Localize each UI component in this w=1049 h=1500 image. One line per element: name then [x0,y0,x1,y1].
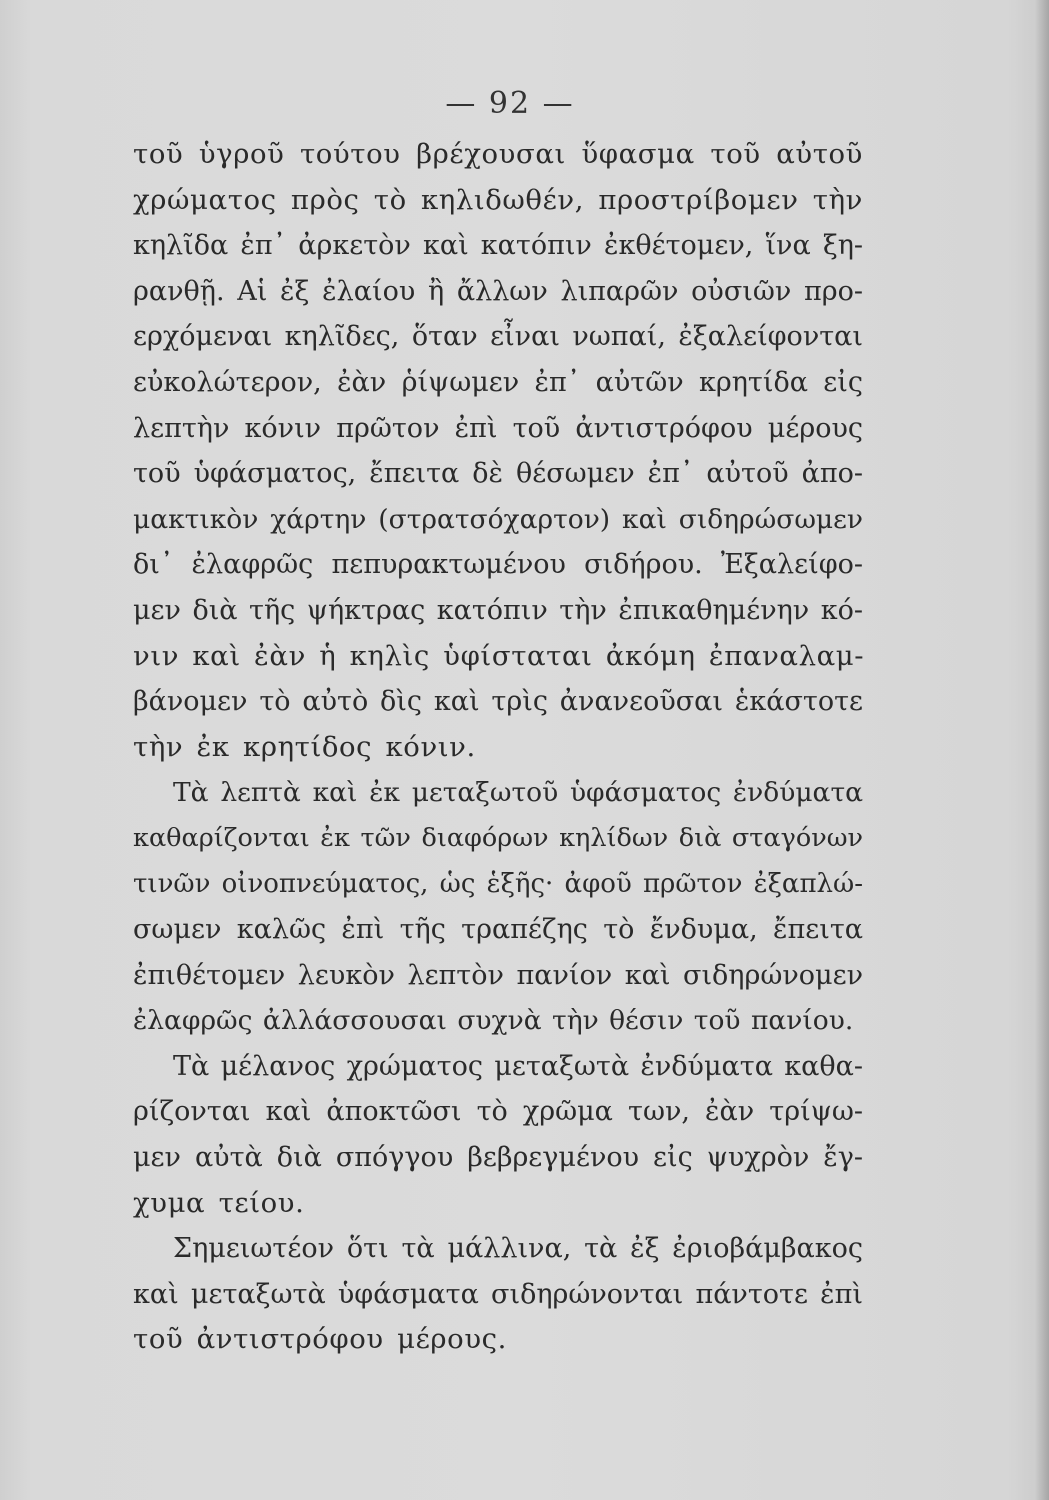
text-line: ἐλαφρῶς ἀλλάσσουσαι συχνὰ τὴν θέσιν τοῦ πανίου. [133,1005,854,1037]
text-line: μακτικὸν χάρτην (στρατσόχαρτον) καὶ σιδηρώσωμεν [133,503,863,535]
text-line: τοῦ ἀντιστρόφου μέρους. [133,1323,507,1356]
text-line: καθαρίζονται ἐκ τῶν διαφόρων κηλίδων διὰ σταγόνων [133,822,863,853]
page-number: — 92 — [445,86,575,121]
body-text [133,132,863,1363]
text-line: ἐπιθέτομεν λευκὸν λεπτὸν πανίον καὶ σιδηρώνομεν [133,959,863,991]
text-line: Σημειωτέον ὅτι τὰ μάλλινα, τὰ ἐξ ἐριοβάμβακος [173,1233,863,1265]
text-line: σωμεν καλῶς ἐπὶ τῆς τραπέζης τὸ ἔνδυμα, ἔπειτα [133,914,863,946]
text-line: Τὰ μέλανος χρώματος μεταξωτὰ ἐνδύματα καθα- [173,1050,863,1082]
text-line: κηλῖδα ἐπ᾽ ἀρκετὸν καὶ κατόπιν ἐκθέτομεν, ἵνα ξη- [133,230,863,262]
text-line: ρίζονται καὶ ἀποκτῶσι τὸ χρῶμα των, ἐὰν τρίψω- [133,1096,863,1128]
text-line: νιν καὶ ἐὰν ἡ κηλὶς ὑφίσταται ἀκόμη ἐπαναλαμ- [133,639,865,672]
text-line: μεν αὐτὰ διὰ σπόγγου βεβρεγμένου εἰς ψυχρὸν ἔγ- [133,1142,863,1174]
text-line: τινῶν οἰνοπνεύματος, ὡς ἑξῆς· ἀφοῦ πρῶτον ἐξαπλώ- [133,868,863,899]
text-line: ρανθῇ. Αἱ ἐξ ἐλαίου ἢ ἄλλων λιπαρῶν οὐσιῶν προ- [133,275,863,307]
text-line: χρώματος πρὸς τὸ κηλιδωθέν, προστρίβομεν τὴν [133,183,863,216]
text-line: ερχόμεναι κηλῖδες, ὅταν εἶναι νωπαί, ἐξαλείφονται [133,321,863,353]
text-line: τοῦ ὑφάσματος, ἔπειτα δὲ θέσωμεν ἐπ᾽ αὐτοῦ ἀπο- [133,458,863,490]
text-line: καὶ μεταξωτὰ ὑφάσματα σιδηρώνονται πάντοτε ἐπὶ [133,1278,863,1310]
text-line: τοῦ ὑγροῦ τούτου βρέχουσαι ὕφασμα τοῦ αὐτοῦ [133,138,863,170]
text-line: χυμα τείου. [133,1186,305,1219]
text-line: βάνομεν τὸ αὐτὸ δὶς καὶ τρὶς ἀνανεοῦσαι ἑκάστοτε [133,686,863,718]
text-line: εὐκολώτερον, ἐὰν ῥίψωμεν ἐπ᾽ αὐτῶν κρητίδα εἰς [133,366,863,398]
text-line: μεν διὰ τῆς ψήκτρας κατόπιν τὴν ἐπικαθημένην κό- [133,594,863,626]
text-line: δι᾽ ἐλαφρῶς πεπυρακτωμένου σιδήρου. Ἐξαλείφο- [133,549,863,581]
text-line: τὴν ἐκ κρητίδος κόνιν. [133,730,476,763]
text-line: Τὰ λεπτὰ καὶ ἐκ μεταξωτοῦ ὑφάσματος ἐνδύματα [173,777,863,809]
page-edge-shadow [1035,0,1049,1500]
text-line: λεπτὴν κόνιν πρῶτον ἐπὶ τοῦ ἀντιστρόφου μέρους [133,412,863,444]
